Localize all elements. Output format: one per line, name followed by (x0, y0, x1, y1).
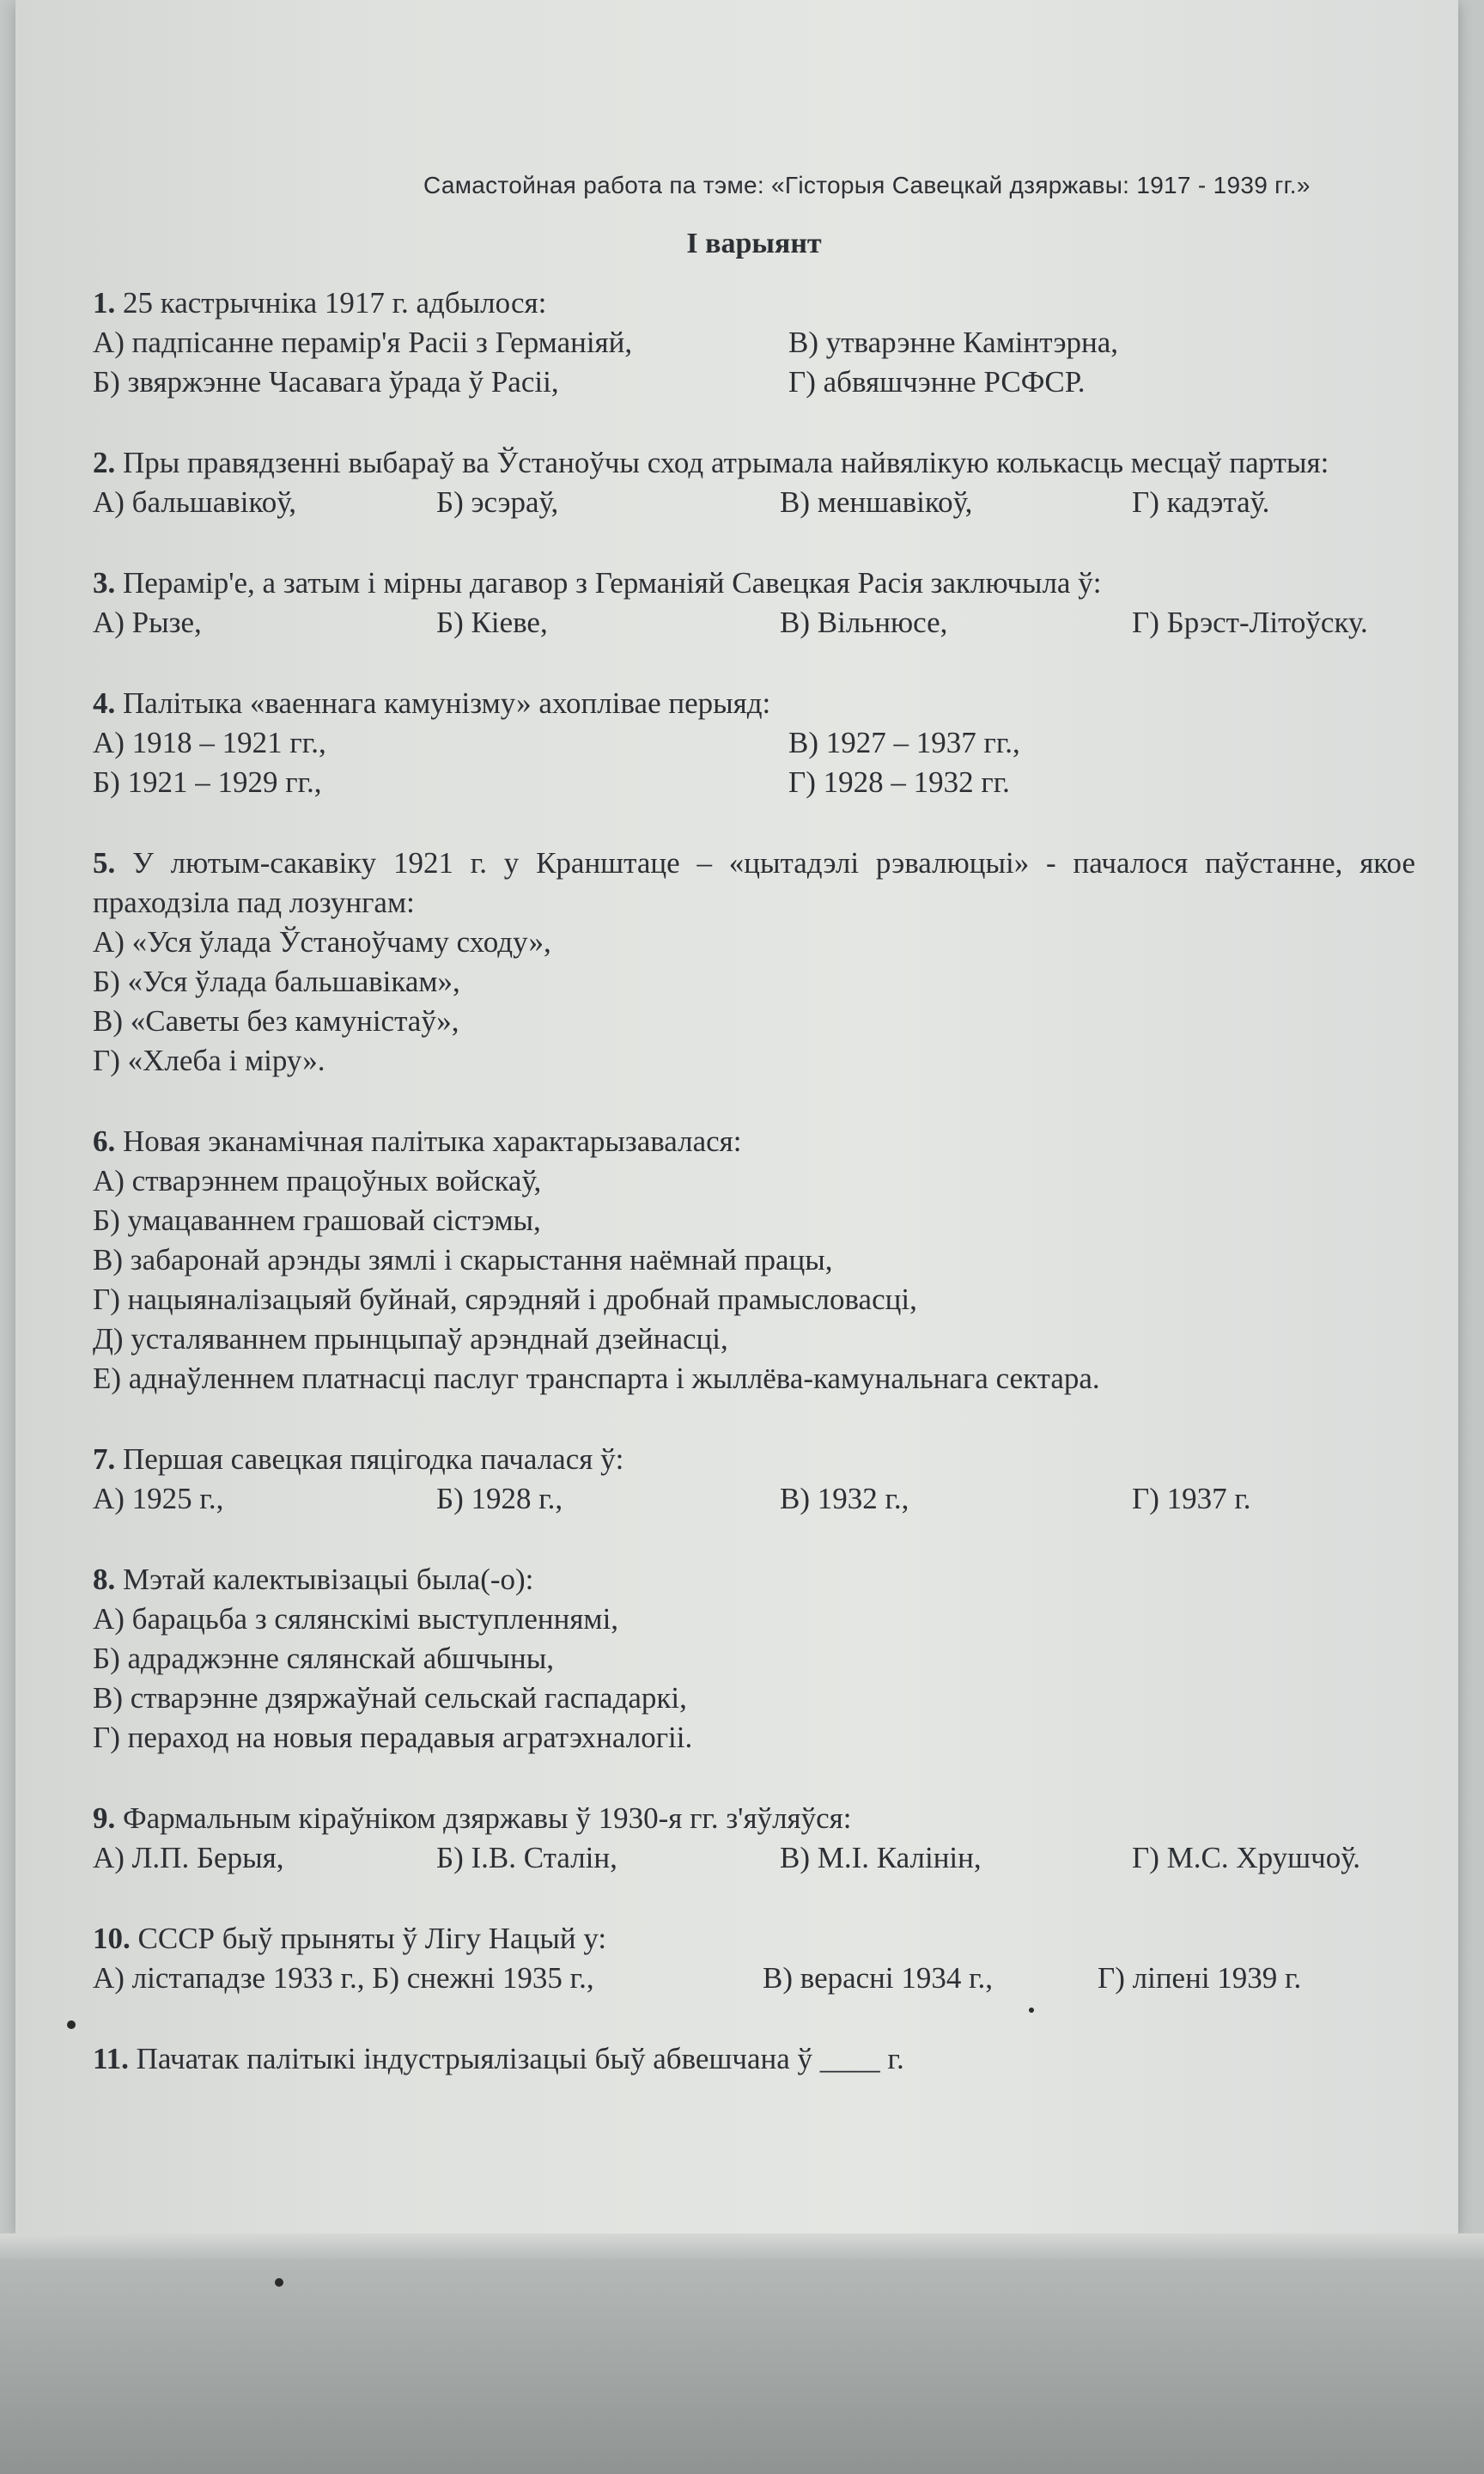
answer-option: Г) пераход на новыя перадавыя агратэхналогіі. (93, 1721, 693, 1754)
question-prompt: Перамір'е, а затым і мірны дагавор з Германіяй Савецкая Расія заключыла ў: (123, 566, 1102, 600)
answer-options (93, 923, 1415, 1081)
answer-options (93, 723, 1415, 802)
answer-option: Г) ліпені 1939 г. (1098, 1961, 1302, 1995)
answer-option: Г) М.С. Хрушчоў. (1132, 1841, 1360, 1874)
question-text (93, 564, 1415, 603)
answer-option: В) меншавікоў, (780, 485, 973, 519)
ink-dot (67, 2020, 76, 2029)
answer-option: Г) кадэтаў. (1132, 485, 1270, 519)
answer-option: Б) умацаваннем грашовай сістэмы, (93, 1203, 541, 1237)
answer-option: Г) абвяшчэнне РСФСР. (788, 365, 1086, 399)
answer-option: Б) Кіеве, (436, 606, 548, 639)
answer-option: А) Л.П. Берыя, (93, 1841, 284, 1874)
question-10 (93, 1919, 1415, 1998)
question-prompt: 25 кастрычніка 1917 г. адбылося: (123, 286, 547, 320)
question-5 (93, 844, 1415, 1081)
answer-option: А) Рызе, (93, 606, 202, 639)
answer-option: В) верасні 1934 г., (763, 1961, 994, 1995)
question-text (93, 1919, 1415, 1959)
answer-option: А) стварэннем працоўных войскаў, (93, 1164, 542, 1197)
answer-option: А) барацьба з сялянскімі выступленнямі, (93, 1602, 619, 1636)
answer-options (93, 1838, 1415, 1878)
question-number: 2. (93, 446, 116, 479)
question-number: 3. (93, 566, 116, 600)
answer-option: А) 1918 – 1921 гг., (93, 726, 326, 759)
question-prompt: Палітыка «ваеннага камунізму» ахоплівае перыяд: (123, 686, 771, 720)
plastic-sleeve-edge (0, 2233, 1484, 2474)
question-3 (93, 564, 1415, 643)
answer-option: В) забаронай арэнды зямлі і скарыстання наёмнай працы, (93, 1243, 833, 1277)
question-prompt: Фармальным кіраўніком дзяржавы ў 1930-я гг. з'яўляўся: (123, 1801, 852, 1835)
question-number: 4. (93, 686, 116, 720)
question-text (93, 684, 1415, 723)
question-number: 5. (93, 846, 116, 880)
question-text (93, 1560, 1415, 1600)
answer-options (93, 1600, 1415, 1758)
answer-options (93, 1959, 1415, 1998)
answer-option: В) 1927 – 1937 гг., (788, 726, 1020, 759)
question-number: 6. (93, 1124, 116, 1158)
answer-option: Г) нацыяналізацыяй буйнай, сярэдняй і дробнай прамысловасці, (93, 1283, 917, 1316)
answer-options (93, 483, 1415, 522)
question-prompt: Мэтай калектывізацыі была(-о): (123, 1563, 534, 1596)
answer-options (93, 1479, 1415, 1519)
answer-option: А) «Уся ўлада Ўстаноўчаму сходу», (93, 925, 551, 959)
answer-option: А) падпісанне перамір'я Расіі з Германіяй, (93, 326, 633, 359)
question-9 (93, 1799, 1415, 1878)
answer-option: В) 1932 г., (780, 1482, 909, 1515)
answer-option: А) лістападзе 1933 г., Б) снежні 1935 г., (93, 1961, 594, 1995)
question-11 (93, 2039, 1415, 2079)
question-number: 7. (93, 1442, 116, 1476)
question-6 (93, 1122, 1415, 1398)
question-prompt: У лютым-сакавіку 1921 г. у Кранштаце – «цытадэлі рэвалюцыі» - пачалося паўстанне, якое праходзіла пад лозунгам: (93, 846, 1415, 919)
question-text (93, 1799, 1415, 1838)
ink-dot (275, 2278, 283, 2287)
variant-title: I варыянт (686, 228, 822, 259)
answer-option: Б) 1928 г., (436, 1482, 563, 1515)
answer-option: В) «Саветы без камуністаў», (93, 1004, 459, 1038)
question-text (93, 443, 1415, 483)
question-text (93, 2039, 1415, 2079)
worksheet-subject: Самастойная работа па тэме: «Гісторыя Савецкай дзяржавы: 1917 - 1939 гг.» (423, 172, 1311, 198)
question-number: 1. (93, 286, 116, 320)
question-number: 8. (93, 1563, 116, 1596)
answer-options (93, 1161, 1415, 1398)
ink-dot (1029, 2008, 1034, 2013)
question-number: 10. (93, 1922, 131, 1955)
answer-option: В) Вільнюсе, (780, 606, 948, 639)
sleeve-highlight (0, 2233, 1484, 2259)
answer-option: Г) 1928 – 1932 гг. (788, 765, 1010, 799)
answer-option: Г) Брэст-Літоўску. (1132, 606, 1368, 639)
answer-option: В) М.І. Калінін, (780, 1841, 982, 1874)
answer-option: Б) эсэраў, (436, 485, 559, 519)
question-4 (93, 684, 1415, 802)
answer-option: В) утварэнне Камінтэрна, (788, 326, 1119, 359)
question-prompt: Пры правядзенні выбараў ва Ўстаноўчы сход атрымала найвялікую колькасць месцаў партыя: (123, 446, 1329, 479)
worksheet-page (15, 0, 1458, 2233)
question-text (93, 1122, 1415, 1161)
answer-option: Б) 1921 – 1929 гг., (93, 765, 322, 799)
question-7 (93, 1440, 1415, 1519)
question-8 (93, 1560, 1415, 1758)
answer-options (93, 323, 1415, 402)
question-text (93, 283, 1415, 323)
question-2 (93, 443, 1415, 522)
question-number: 11. (93, 2042, 129, 2075)
answer-option: Д) усталяваннем прынцыпаў арэнднай дзейнасці, (93, 1322, 728, 1356)
answer-option: Б) звяржэнне Часавага ўрада ў Расіі, (93, 365, 559, 399)
answer-option: Г) «Хлеба і міру». (93, 1044, 325, 1077)
question-number: 9. (93, 1801, 116, 1835)
question-prompt: Першая савецкая пяцігодка пачалася ў: (123, 1442, 624, 1476)
answer-option: В) стварэнне дзяржаўнай сельскай гаспадаркі, (93, 1681, 687, 1715)
question-list (93, 283, 1415, 2120)
question-text (93, 1440, 1415, 1479)
question-prompt: Новая эканамічная палітыка характарызавалася: (123, 1124, 742, 1158)
question-prompt: СССР быў прыняты ў Лігу Нацый у: (137, 1922, 607, 1955)
answer-option: Б) адраджэнне сялянскай абшчыны, (93, 1642, 554, 1675)
question-prompt: Пачатак палітыкі індустрыялізацыі быў абвешчана ў ____ г. (136, 2042, 904, 2075)
answer-option: Б) І.В. Сталін, (436, 1841, 617, 1874)
answer-option: Б) «Уся ўлада бальшавікам», (93, 965, 460, 998)
answer-option: Е) аднаўленнем платнасці паслуг транспарта і жыллёва-камунальнага сектара. (93, 1362, 1100, 1395)
answer-options (93, 603, 1415, 643)
answer-option: Г) 1937 г. (1132, 1482, 1251, 1515)
question-text (93, 844, 1415, 923)
question-1 (93, 283, 1415, 402)
answer-option: А) 1925 г., (93, 1482, 224, 1515)
answer-option: А) бальшавікоў, (93, 485, 296, 519)
